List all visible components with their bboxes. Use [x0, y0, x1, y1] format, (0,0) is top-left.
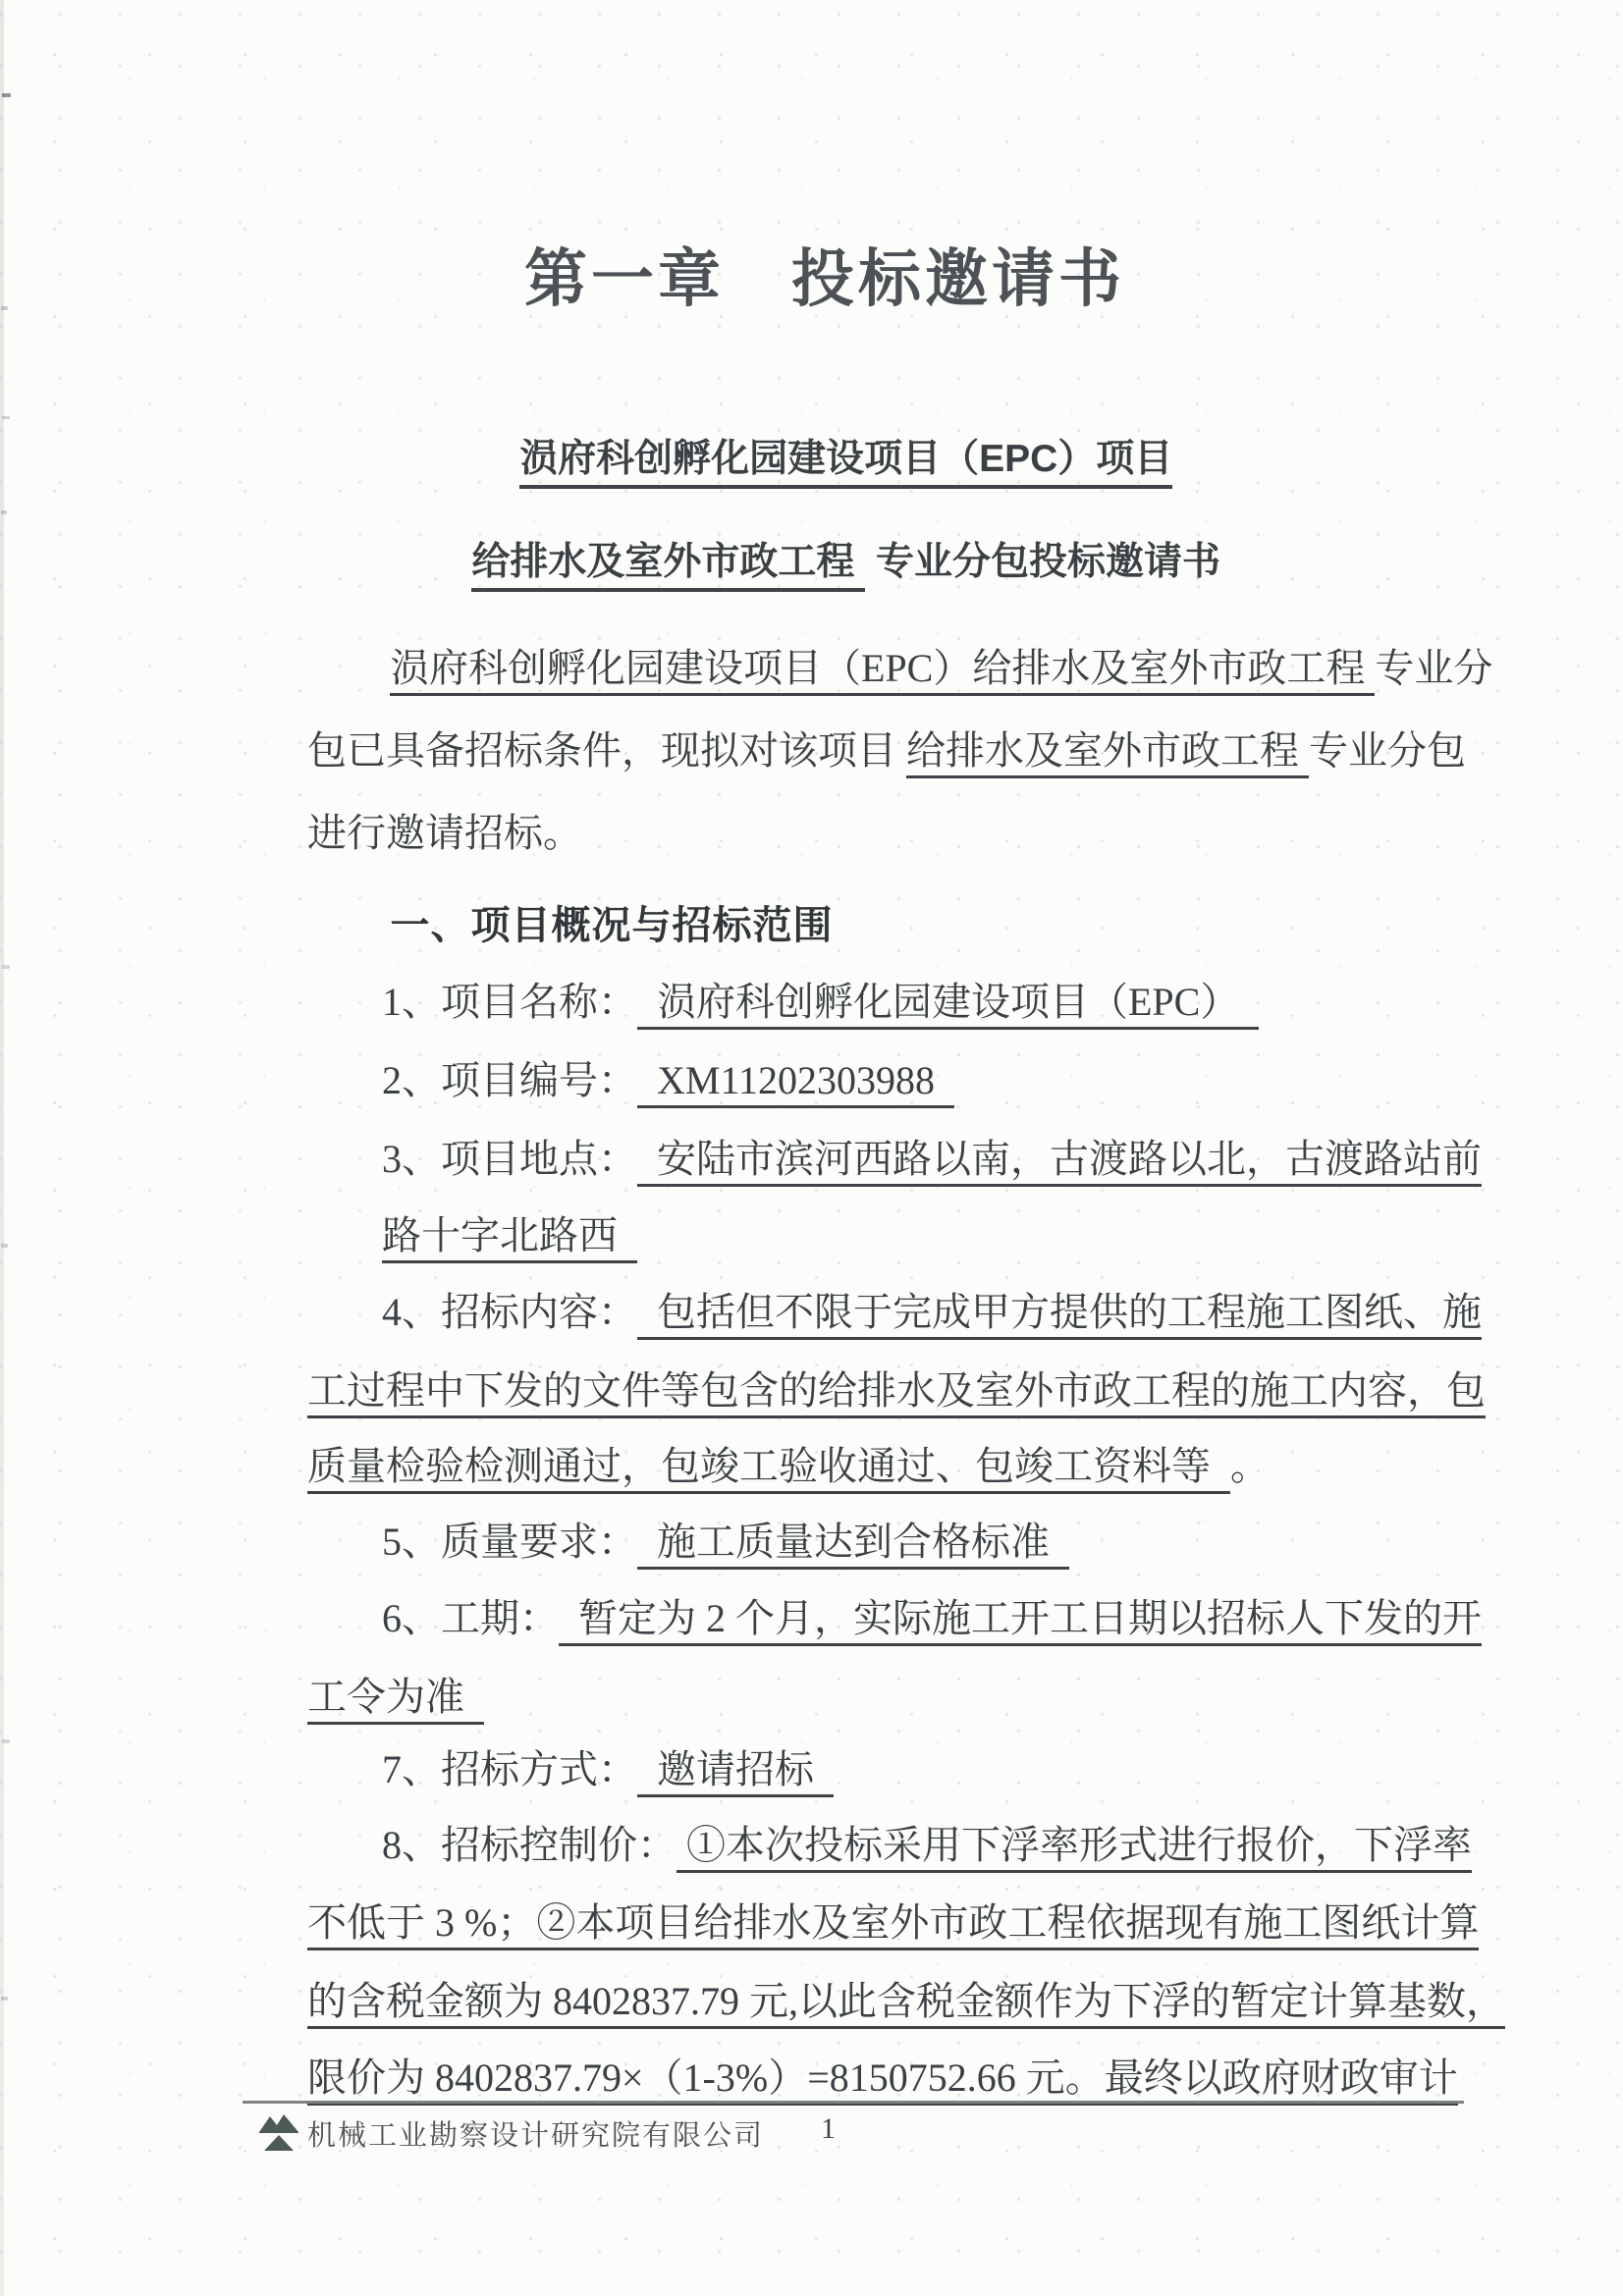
- project-name-value: 涢府科创孵化园建设项目（EPC）: [637, 980, 1259, 1030]
- tender-content-value-cont: 质量检验检测通过，包竣工验收通过、包竣工资料等: [307, 1444, 1230, 1494]
- project-location-label: 3、项目地点：: [382, 1137, 637, 1181]
- chapter-title: 第一章 投标邀请书: [524, 243, 1125, 314]
- sentence-period: 。: [1230, 1444, 1270, 1488]
- project-number-value: XM11202303988: [637, 1058, 954, 1108]
- project-location-value: 安陆市滨河西路以南，古渡路以北，古渡路站前: [637, 1137, 1482, 1187]
- construction-period-value: 暂定为 2 个月，实际施工开工日期以招标人下发的开: [559, 1596, 1482, 1646]
- intro-work-name: 给排水及室外市政工程: [906, 728, 1309, 778]
- intro-text: 包已具备招标条件，现拟对该项目: [307, 728, 906, 773]
- tender-control-price-value-cont: 的含税金额为 8402837.79 元,以此含税金额作为下浮的暂定计算基数，: [307, 1979, 1505, 2029]
- scan-artifact: [2, 1739, 10, 1743]
- scan-edge-artifact: [0, 0, 4, 2296]
- project-name-label: 1、项目名称：: [382, 980, 637, 1024]
- quality-requirement-label: 5、质量要求：: [382, 1520, 637, 1564]
- scan-artifact: [2, 965, 10, 969]
- project-title-text: 涢府科创孵化园建设项目（EPC）项目: [519, 438, 1172, 489]
- scan-artifact: [2, 416, 10, 419]
- scan-artifact: [1, 510, 7, 514]
- subcontract-title-suffix: 专业分包投标邀请书: [865, 540, 1221, 583]
- quality-requirement-value: 施工质量达到合格标准: [637, 1520, 1069, 1570]
- project-location-value-cont: 路十字北路西: [382, 1213, 637, 1263]
- construction-period-value-cont: 工令为准: [307, 1675, 484, 1725]
- section-heading-text: 一、项目概况与招标范围: [390, 904, 834, 947]
- mountain-logo-icon: [256, 2111, 301, 2153]
- tender-method-label: 7、招标方式：: [382, 1747, 637, 1791]
- tender-control-price-value-cont: 限价为 8402837.79×（1-3%）=8150752.66 元。最终以政府财政审计: [307, 2056, 1458, 2106]
- footer-divider: [243, 2101, 1464, 2104]
- scan-artifact: [1, 1997, 8, 2001]
- project-number-label: 2、项目编号：: [382, 1058, 637, 1102]
- tender-control-price-label: 8、招标控制价：: [382, 1823, 676, 1867]
- subcontract-title-work-name: 给排水及室外市政工程: [471, 541, 865, 592]
- tender-content-value: 包括但不限于完成甲方提供的工程施工图纸、施: [637, 1290, 1482, 1340]
- tender-control-price-value: ①本次投标采用下浮率形式进行报价，下浮率: [676, 1823, 1472, 1873]
- scan-artifact: [1, 306, 8, 310]
- tender-content-label: 4、招标内容：: [382, 1290, 637, 1334]
- company-name: 机械工业勘察设计研究院有限公司: [307, 2120, 765, 2152]
- scan-artifact: [2, 93, 11, 97]
- construction-period-label: 6、工期：: [382, 1596, 559, 1640]
- intro-text: 进行邀请招标。: [307, 811, 582, 855]
- scan-artifact: [1, 1244, 8, 1248]
- tender-control-price-value-cont: 不低于 3 %；②本项目给排水及室外市政工程依据现有施工图纸计算: [307, 1900, 1479, 1950]
- intro-project-work-name: 涢府科创孵化园建设项目（EPC）给排水及室外市政工程: [390, 646, 1375, 696]
- tender-content-value-cont: 工过程中下发的文件等包含的给排水及室外市政工程的施工内容，包: [307, 1368, 1486, 1418]
- page-number: 1: [821, 2112, 836, 2145]
- tender-method-value: 邀请招标: [637, 1747, 834, 1797]
- intro-text: 专业分包: [1309, 728, 1466, 773]
- intro-text: 专业分: [1375, 646, 1493, 690]
